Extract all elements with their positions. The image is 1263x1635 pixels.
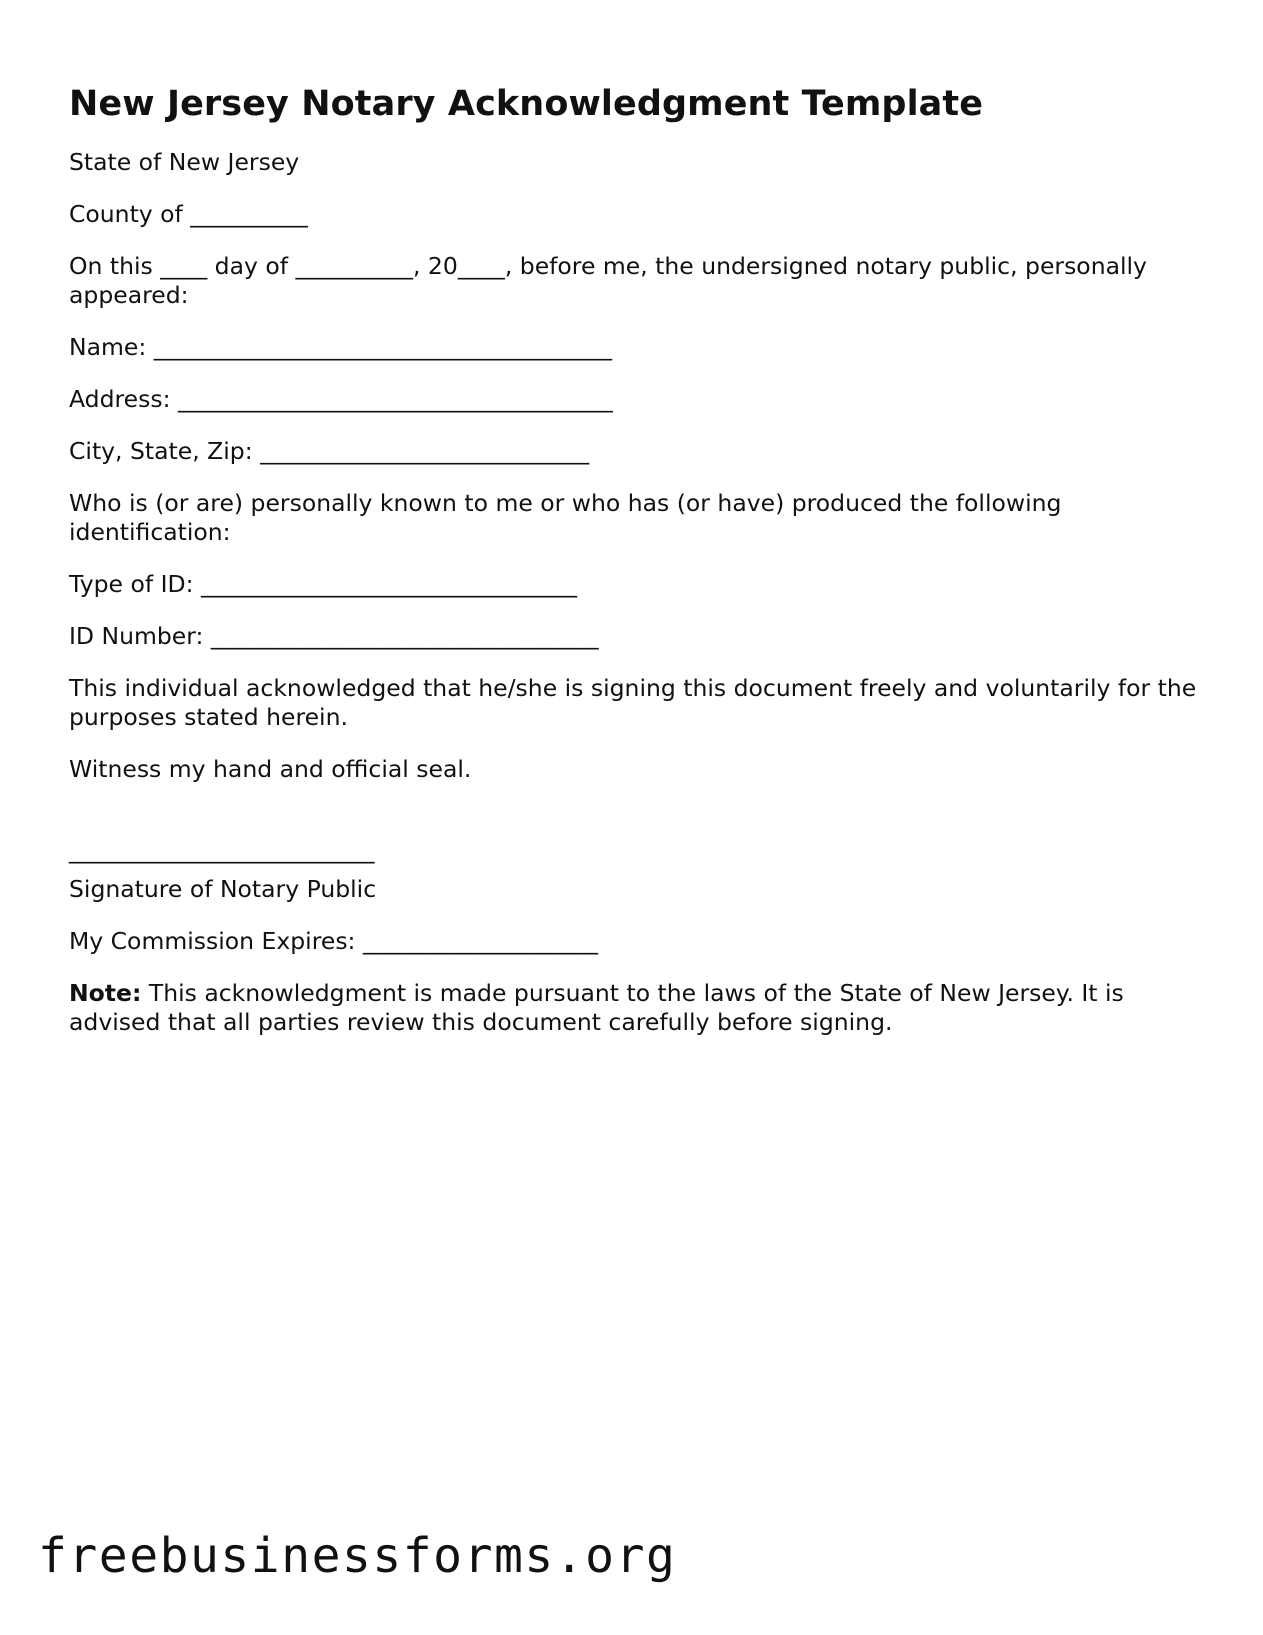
address-line: Address: _____________________________________ xyxy=(69,385,613,413)
note-text: This acknowledgment is made pursuant to the laws of the State of New Jersey. It is advised that all parties review this document carefully before signing. xyxy=(69,979,1132,1036)
state-line: State of New Jersey xyxy=(69,148,300,176)
id-type-line: Type of ID: ________________________________ xyxy=(69,570,577,598)
id-number-line: ID Number: _________________________________ xyxy=(69,622,599,650)
commission-expires-line: My Commission Expires: ____________________ xyxy=(69,927,598,955)
document-page xyxy=(69,82,1204,1060)
note-paragraph xyxy=(69,979,1199,1037)
county-line: County of __________ xyxy=(69,200,308,228)
signature-blank: __________________________ xyxy=(69,836,375,864)
date-line: On this ____ day of __________, 20____, before me, the undersigned notary public, personally appeared: xyxy=(69,252,1155,309)
site-watermark: freebusinessforms.org xyxy=(38,1528,677,1584)
acknowledgment-text: This individual acknowledged that he/she is signing this document freely and voluntarily for the purposes stated herein. xyxy=(69,674,1204,731)
note-label: Note: xyxy=(69,979,142,1007)
document-title: New Jersey Notary Acknowledgment Template xyxy=(69,84,984,124)
name-line: Name: _______________________________________ xyxy=(69,333,612,361)
identification-intro: Who is (or are) personally known to me or who has (or have) produced the following identification: xyxy=(69,489,1069,546)
signature-label: Signature of Notary Public xyxy=(69,875,377,903)
witness-line: Witness my hand and official seal. xyxy=(69,755,472,783)
city-state-zip-line: City, State, Zip: ____________________________ xyxy=(69,437,590,465)
